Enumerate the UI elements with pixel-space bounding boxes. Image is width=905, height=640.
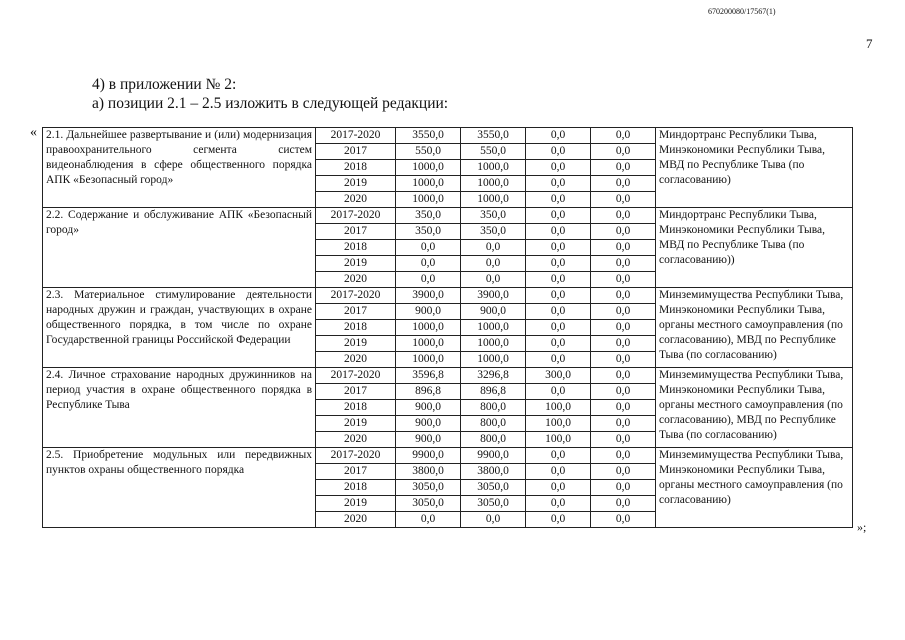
year-cell: 2017-2020 [316, 448, 396, 464]
funding-cell-1: 3050,0 [461, 480, 526, 496]
total-cell: 896,8 [396, 384, 461, 400]
total-cell: 0,0 [396, 272, 461, 288]
total-cell: 900,0 [396, 400, 461, 416]
funding-cell-2: 0,0 [526, 208, 591, 224]
funding-cell-2: 0,0 [526, 480, 591, 496]
amendment-heading: 4) в приложении № 2: [92, 76, 237, 93]
total-cell: 350,0 [396, 224, 461, 240]
funding-cell-1: 1000,0 [461, 160, 526, 176]
funding-cell-2: 0,0 [526, 304, 591, 320]
funding-cell-3: 0,0 [591, 192, 656, 208]
funding-cell-2: 0,0 [526, 448, 591, 464]
funding-cell-2: 0,0 [526, 464, 591, 480]
total-cell: 3550,0 [396, 128, 461, 144]
funding-cell-1: 900,0 [461, 304, 526, 320]
table-row [43, 128, 853, 144]
funding-cell-3: 0,0 [591, 272, 656, 288]
table-row [43, 208, 853, 224]
funding-cell-1: 1000,0 [461, 192, 526, 208]
total-cell: 0,0 [396, 240, 461, 256]
funding-cell-2: 0,0 [526, 320, 591, 336]
year-cell: 2017 [316, 464, 396, 480]
funding-cell-1: 3800,0 [461, 464, 526, 480]
funding-cell-1: 800,0 [461, 432, 526, 448]
year-cell: 2018 [316, 160, 396, 176]
year-cell: 2020 [316, 192, 396, 208]
total-cell: 900,0 [396, 416, 461, 432]
opening-quote: « [30, 125, 37, 140]
funding-cell-3: 0,0 [591, 352, 656, 368]
year-cell: 2019 [316, 336, 396, 352]
total-cell: 1000,0 [396, 176, 461, 192]
activity-description: 2.4. Личное страхование народных дружинников на период участия в охране общественного порядка в Республике Тыва [43, 368, 316, 448]
executors-cell: Миндортранс Республики Тыва, Минэкономики Республики Тыва, МВД по Республике Тыва (по согласованию)) [656, 208, 853, 288]
executors-cell: Минземимущества Республики Тыва, Минэкономики Республики Тыва, органы местного самоуправления (по согласованию) [656, 448, 853, 528]
year-cell: 2020 [316, 272, 396, 288]
funding-cell-2: 300,0 [526, 368, 591, 384]
funding-cell-2: 0,0 [526, 336, 591, 352]
year-cell: 2019 [316, 256, 396, 272]
funding-cell-2: 100,0 [526, 432, 591, 448]
year-cell: 2018 [316, 480, 396, 496]
total-cell: 350,0 [396, 208, 461, 224]
year-cell: 2020 [316, 512, 396, 528]
program-activities-table [42, 127, 853, 528]
funding-cell-2: 0,0 [526, 512, 591, 528]
funding-cell-3: 0,0 [591, 336, 656, 352]
year-cell: 2017-2020 [316, 368, 396, 384]
funding-cell-1: 550,0 [461, 144, 526, 160]
total-cell: 9900,0 [396, 448, 461, 464]
activity-description: 2.3. Материальное стимулирование деятельности народных дружин и граждан, участвующих в охране общественного порядка, в том числе по охране Государственной границы Российской Федерации [43, 288, 316, 368]
funding-cell-3: 0,0 [591, 256, 656, 272]
funding-cell-3: 0,0 [591, 144, 656, 160]
funding-cell-1: 0,0 [461, 240, 526, 256]
funding-cell-3: 0,0 [591, 160, 656, 176]
funding-cell-3: 0,0 [591, 384, 656, 400]
funding-cell-3: 0,0 [591, 224, 656, 240]
table-row [43, 368, 853, 384]
funding-cell-1: 896,8 [461, 384, 526, 400]
funding-cell-3: 0,0 [591, 480, 656, 496]
activity-description: 2.1. Дальнейшее развертывание и (или) модернизация правоохранительного сегмента систем видеонаблюдения в сфере общественного порядка АПК «Безопасный город» [43, 128, 316, 208]
total-cell: 3900,0 [396, 288, 461, 304]
activity-description: 2.5. Приобретение модульных или передвижных пунктов охраны общественного порядка [43, 448, 316, 528]
funding-cell-2: 0,0 [526, 256, 591, 272]
funding-cell-1: 1000,0 [461, 352, 526, 368]
amendment-subheading: а) позиции 2.1 – 2.5 изложить в следующей редакции: [92, 95, 449, 112]
funding-cell-1: 1000,0 [461, 176, 526, 192]
total-cell: 3596,8 [396, 368, 461, 384]
funding-cell-1: 3050,0 [461, 496, 526, 512]
funding-cell-2: 100,0 [526, 416, 591, 432]
total-cell: 0,0 [396, 256, 461, 272]
total-cell: 0,0 [396, 512, 461, 528]
year-cell: 2020 [316, 432, 396, 448]
year-cell: 2019 [316, 416, 396, 432]
year-cell: 2019 [316, 176, 396, 192]
funding-cell-3: 0,0 [591, 512, 656, 528]
funding-cell-3: 0,0 [591, 240, 656, 256]
funding-cell-3: 0,0 [591, 208, 656, 224]
funding-cell-2: 0,0 [526, 144, 591, 160]
year-cell: 2017 [316, 144, 396, 160]
table-row [43, 448, 853, 464]
funding-cell-1: 1000,0 [461, 336, 526, 352]
funding-cell-1: 350,0 [461, 224, 526, 240]
total-cell: 1000,0 [396, 192, 461, 208]
funding-cell-1: 9900,0 [461, 448, 526, 464]
total-cell: 3050,0 [396, 496, 461, 512]
funding-cell-2: 0,0 [526, 272, 591, 288]
funding-cell-1: 0,0 [461, 512, 526, 528]
funding-cell-2: 0,0 [526, 160, 591, 176]
funding-cell-1: 350,0 [461, 208, 526, 224]
total-cell: 1000,0 [396, 352, 461, 368]
total-cell: 900,0 [396, 304, 461, 320]
funding-cell-3: 0,0 [591, 288, 656, 304]
closing-quote: »; [857, 520, 867, 534]
executors-cell: Минземимущества Республики Тыва, Минэкономики Республики Тыва, органы местного самоуправления (по согласованию), МВД по Республике Тыва (по согласованию) [656, 368, 853, 448]
funding-cell-2: 0,0 [526, 224, 591, 240]
executors-cell: Минземимущества Республики Тыва, Минэкономики Республики Тыва, органы местного самоуправления (по согласованию), МВД по Республике Тыва (по согласованию) [656, 288, 853, 368]
funding-cell-3: 0,0 [591, 368, 656, 384]
funding-cell-1: 800,0 [461, 400, 526, 416]
document-id: 670200080/17567(1) [708, 7, 776, 16]
funding-cell-2: 0,0 [526, 240, 591, 256]
year-cell: 2017-2020 [316, 208, 396, 224]
total-cell: 550,0 [396, 144, 461, 160]
page-number: 7 [866, 36, 873, 51]
total-cell: 3050,0 [396, 480, 461, 496]
funding-cell-2: 0,0 [526, 176, 591, 192]
funding-cell-1: 0,0 [461, 256, 526, 272]
funding-cell-3: 0,0 [591, 128, 656, 144]
year-cell: 2020 [316, 352, 396, 368]
total-cell: 3800,0 [396, 464, 461, 480]
funding-cell-2: 0,0 [526, 496, 591, 512]
total-cell: 900,0 [396, 432, 461, 448]
year-cell: 2018 [316, 320, 396, 336]
funding-cell-2: 0,0 [526, 192, 591, 208]
total-cell: 1000,0 [396, 336, 461, 352]
executors-cell: Миндортранс Республики Тыва, Минэкономики Республики Тыва, МВД по Республике Тыва (по согласованию) [656, 128, 853, 208]
year-cell: 2018 [316, 240, 396, 256]
table-row [43, 288, 853, 304]
funding-cell-1: 1000,0 [461, 320, 526, 336]
funding-cell-1: 3296,8 [461, 368, 526, 384]
funding-cell-2: 100,0 [526, 400, 591, 416]
year-cell: 2017 [316, 384, 396, 400]
funding-cell-1: 800,0 [461, 416, 526, 432]
total-cell: 1000,0 [396, 160, 461, 176]
funding-cell-3: 0,0 [591, 400, 656, 416]
funding-cell-2: 0,0 [526, 128, 591, 144]
funding-cell-3: 0,0 [591, 320, 656, 336]
funding-cell-1: 3900,0 [461, 288, 526, 304]
total-cell: 1000,0 [396, 320, 461, 336]
funding-cell-2: 0,0 [526, 288, 591, 304]
funding-cell-2: 0,0 [526, 352, 591, 368]
funding-cell-3: 0,0 [591, 496, 656, 512]
funding-cell-3: 0,0 [591, 416, 656, 432]
year-cell: 2017 [316, 224, 396, 240]
activity-description: 2.2. Содержание и обслуживание АПК «Безопасный город» [43, 208, 316, 288]
year-cell: 2019 [316, 496, 396, 512]
funding-cell-3: 0,0 [591, 448, 656, 464]
funding-cell-1: 0,0 [461, 272, 526, 288]
funding-cell-1: 3550,0 [461, 128, 526, 144]
funding-cell-2: 0,0 [526, 384, 591, 400]
year-cell: 2017 [316, 304, 396, 320]
funding-cell-3: 0,0 [591, 176, 656, 192]
year-cell: 2017-2020 [316, 128, 396, 144]
year-cell: 2017-2020 [316, 288, 396, 304]
funding-cell-3: 0,0 [591, 304, 656, 320]
funding-cell-3: 0,0 [591, 464, 656, 480]
funding-cell-3: 0,0 [591, 432, 656, 448]
year-cell: 2018 [316, 400, 396, 416]
